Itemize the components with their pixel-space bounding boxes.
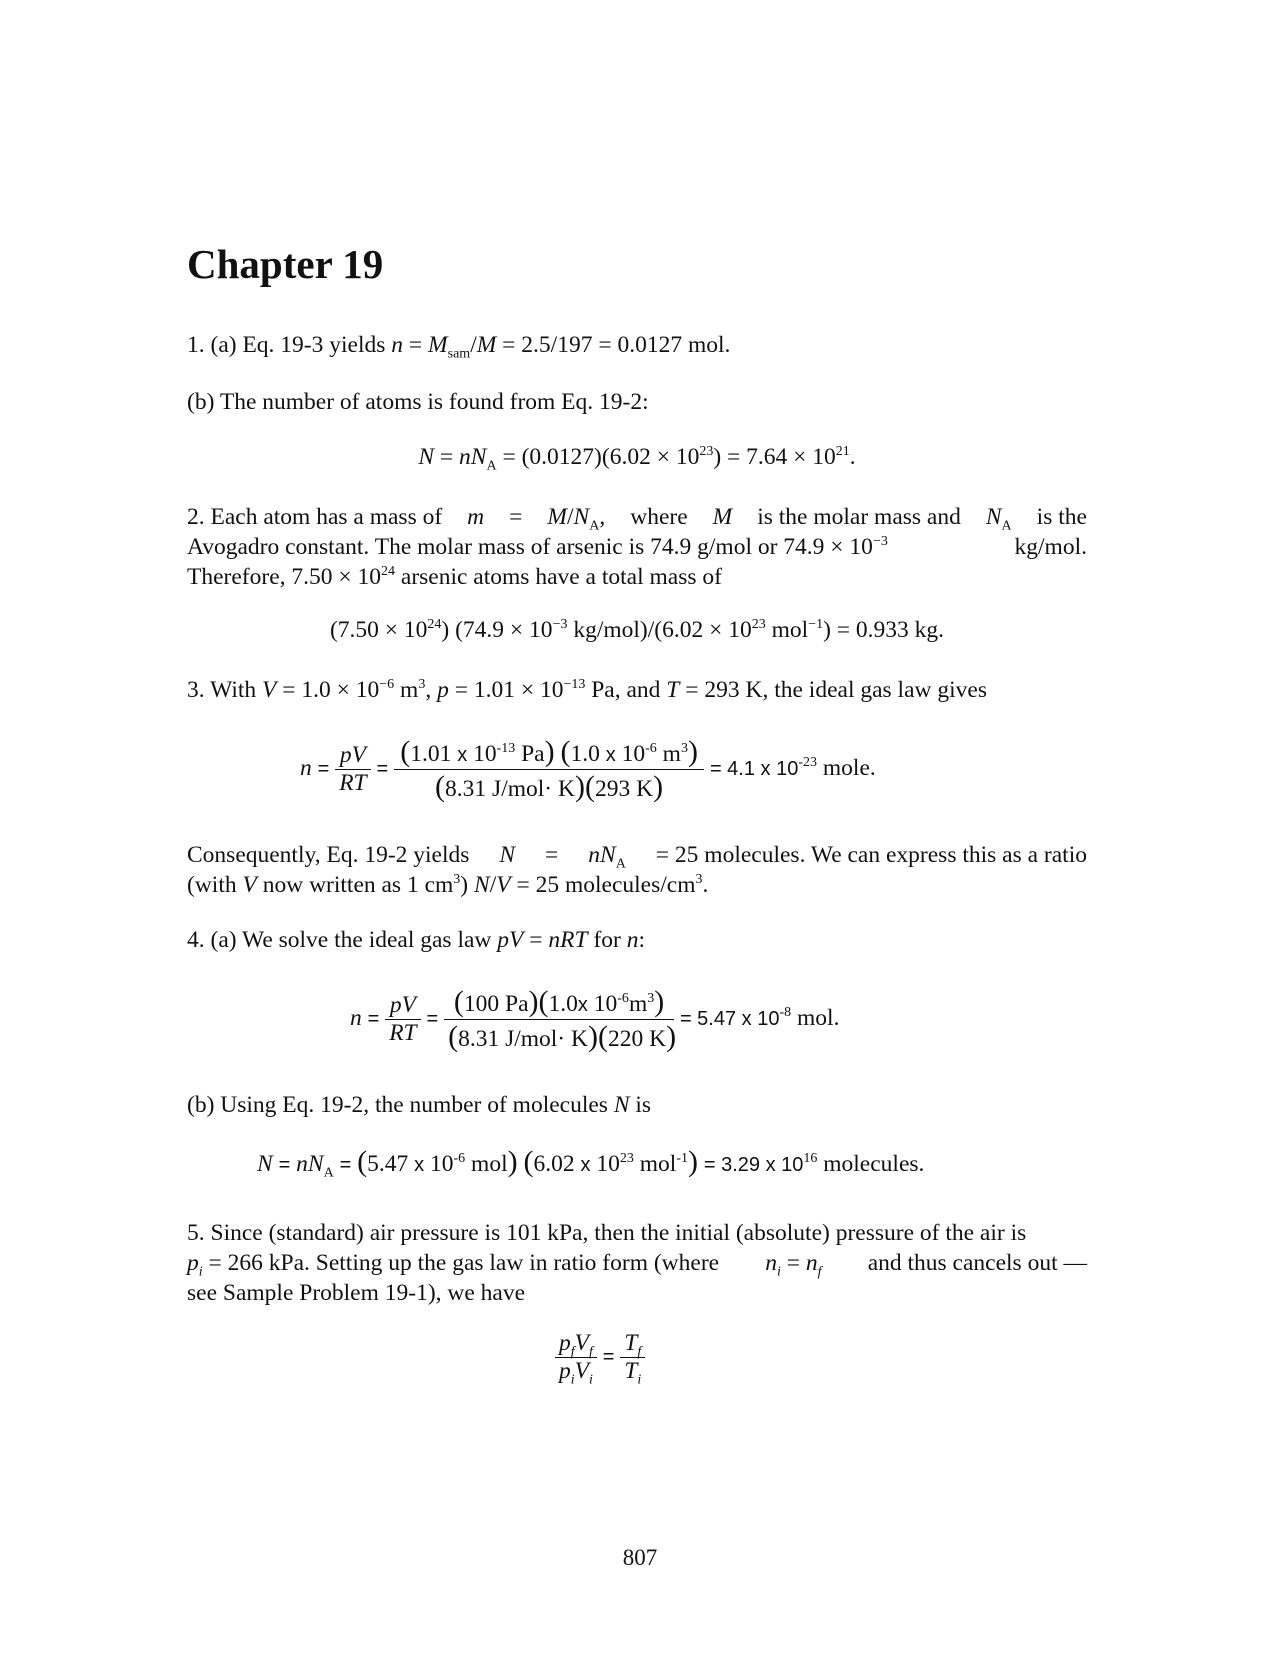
problem-1b: (b) The number of atoms is found from Eq. 19-2: (187, 389, 649, 415)
equation-3: n = $\frac{pV}{RT}$ = $\frac{(1.01 x 10^{-13} Pa) (1.0 x 10^{-6} m^3)}{\text{(8.31 J/mol· K)(293 K)}}$ = 4.1 x $10^{-23}$ mole. (300, 735, 876, 803)
problem-3: 3. With $V = 1.0 \times 10^{-6}$ $m^3$, $p = 1.01 \times 10^{-13}$ Pa, and T = 293 K, the ideal gas law gives (187, 677, 987, 703)
problem-4a: 4. (a) We solve the ideal gas law pV = nRT for n: (187, 927, 646, 953)
problem-1a: 1. (a) Eq. 19-3 yields $n = M_{sam}/M = 2.5/197 = 0.0127$ mol. (187, 332, 731, 362)
equation-5: $\frac{p_fV_f}{p_iV_i}$ = $\frac{T_f}{T_i}$ (555, 1330, 645, 1385)
problem-4b: (b) Using Eq. 19-2, the number of molecules N is (187, 1092, 652, 1118)
equation-4a: n = $\frac{pV}{RT}$ = $\frac{(100 Pa)(1.0x 10^{-6}m^3)}{\text{(8.31 J/mol· K)(220 K)}}$ = 5.47 x $10^{-8}$ mol. (350, 985, 840, 1053)
equation-2: $(7.50 \times 10^{24})$ ($74.9 \times 10^{-3}$ $kg/mol)/(6.02 \times 10^{23}$ mol$^{-1}$) = 0.933 kg. (329, 617, 945, 643)
equation-4b: $N = nN_A = (5.47$ x $10^{-6}$ mol) (6.02 x $10^{23}$ mol$^{-1}$) = 3.29 x $10^{16}$ molecules. (257, 1145, 925, 1181)
problem-2: 2. Each atom has a mass of m = $M/N_A$, where M is the molar mass and $N_A$ is the Avogadro constant. The molar mass of arsenic is 74.9 g/mol or $74.9 \times 10^{-3}$ kg/mol. Therefore, $7.50 \times 10^{24}$ arsenic atoms have a total mass of (187, 504, 1087, 590)
problem-3b: Consequently, Eq. 19-2 yields N = $nN_A$ = 25 molecules. We can express this as a ratio (with V now written as 1 $cm^3$) N/V = 25 molecules/$cm^3$. (187, 842, 1087, 898)
page-number: 807 (622, 1545, 658, 1570)
equation-1b: $N = nN_A = (0.0127)(6.02 \times 10^{23}) = 7.64 \times 10^{21}$. (418, 444, 856, 474)
chapter-title: Chapter 19 (187, 241, 384, 287)
problem-5: 5. Since (standard) air pressure is 101 kPa, then the initial (absolute) pressure of the air is $p_i = 266$ kPa. Setting up the gas law in ratio form (where $n_i = n_f$ and thus cancels out — see Sample Problem 19-1), we have (187, 1220, 1087, 1306)
